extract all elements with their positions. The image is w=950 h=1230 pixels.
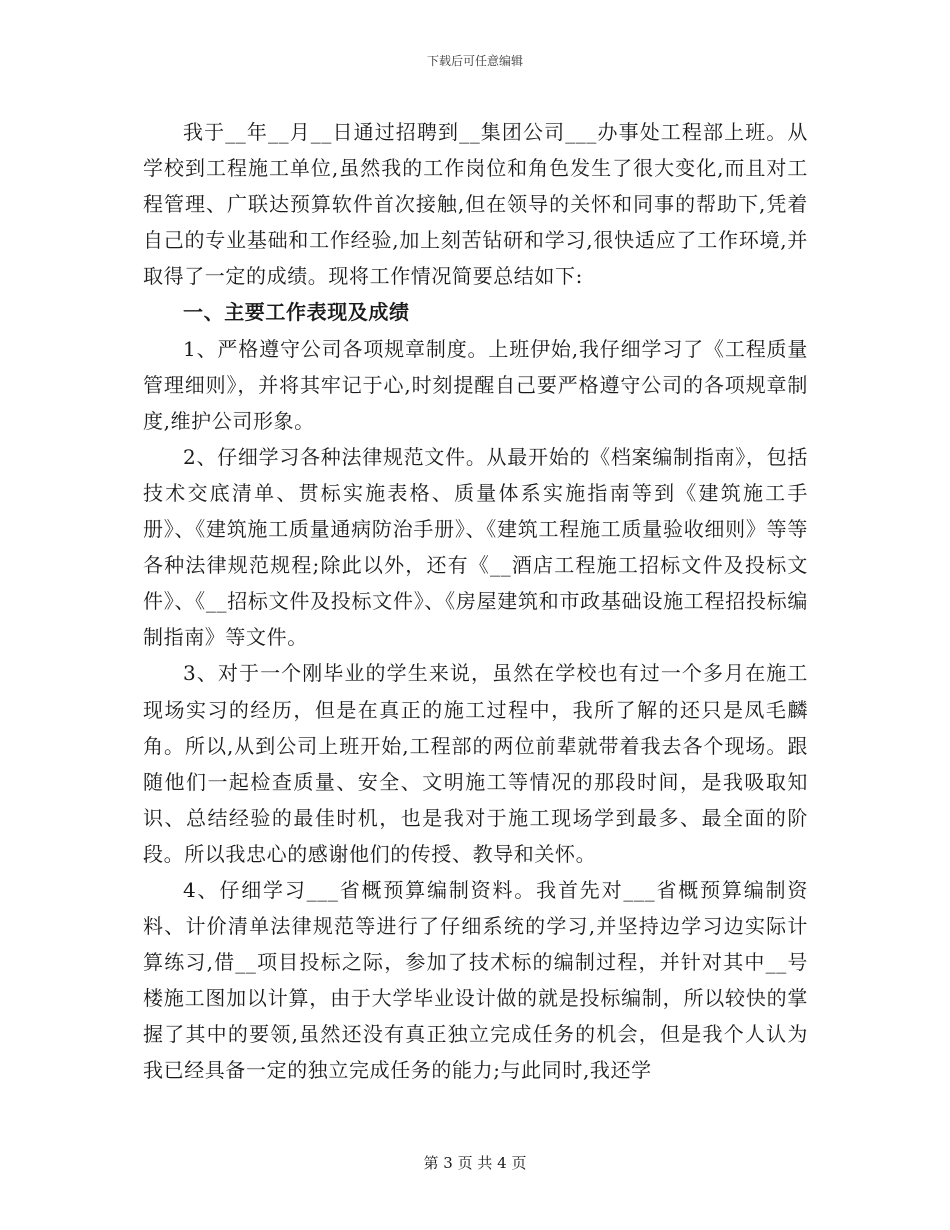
intro-paragraph: 我于__年__月__日通过招聘到__集团公司___办事处工程部上班。从学校到工程施工单位,虽然我的工作岗位和角色发生了很大变化,而且对工程管理、广联达预算软件首次接触,但在领导的关怀和同事的帮助下,凭着自己的专业基础和工作经验,加上刻苦钻研和学习,很快适应了工作环境,并取得了一定的成绩。现将工作情况简要总结如下: [143,120,808,289]
item-4-paragraph: 4、仔细学习___省概预算编制资料。我首先对___省概预算编制资料、计价清单法律规范等进行了仔细系统的学习,并坚持边学习边实际计算练习,借__项目投标之际，参加了技术标的编制过程，并针对其中__号楼施工图加以计算，由于大学毕业设计做的就是投标编制，所以较快的掌握了其中的要领,虽然还没有真正独立完成任务的机会，但是我个人认为我已经具备一定的独立完成任务的能力;与此同时,我还学 [143,877,808,1083]
item-1-paragraph: 1、严格遵守公司各项规章制度。上班伊始,我仔细学习了《工程质量管理细则》，并将其牢记于心,时刻提醒自己要严格遵守公司的各项规章制度,维护公司形象。 [143,336,808,433]
section-heading: 一、主要工作表现及成绩 [183,300,410,325]
item-3-paragraph: 3、对于一个刚毕业的学生来说，虽然在学校也有过一个多月在施工现场实习的经历，但是在真正的施工过程中，我所了解的还只是凤毛麟角。所以,从到公司上班开始,工程部的两位前辈就带着我去各个现场。跟随他们一起检查质量、安全、文明施工等情况的那段时间，是我吸取知识、总结经验的最佳时机，也是我对于施工现场学到最多、最全面的阶段。所以我忠心的感谢他们的传授、教导和关怀。 [143,661,808,866]
page-header: 下载后可任意编辑 [426,54,523,68]
page-number: 第 3 页 共 4 页 [423,1154,527,1172]
document-body [143,114,808,1089]
item-2-paragraph: 2、仔细学习各种法律规范文件。从最开始的《档案编制指南》，包括技术交底清单、贯标实施表格、质量体系实施指南等到《建筑施工手册》、《建筑施工质量通病防治手册》、《建筑工程施工质量验收细则》等等各种法律规范规程;除此以外，还有《__酒店工程施工招标文件及投标文件》、《__招标文件及投标文件》、《房屋建筑和市政基础设施工程招投标编制指南》等文件。 [143,444,808,650]
